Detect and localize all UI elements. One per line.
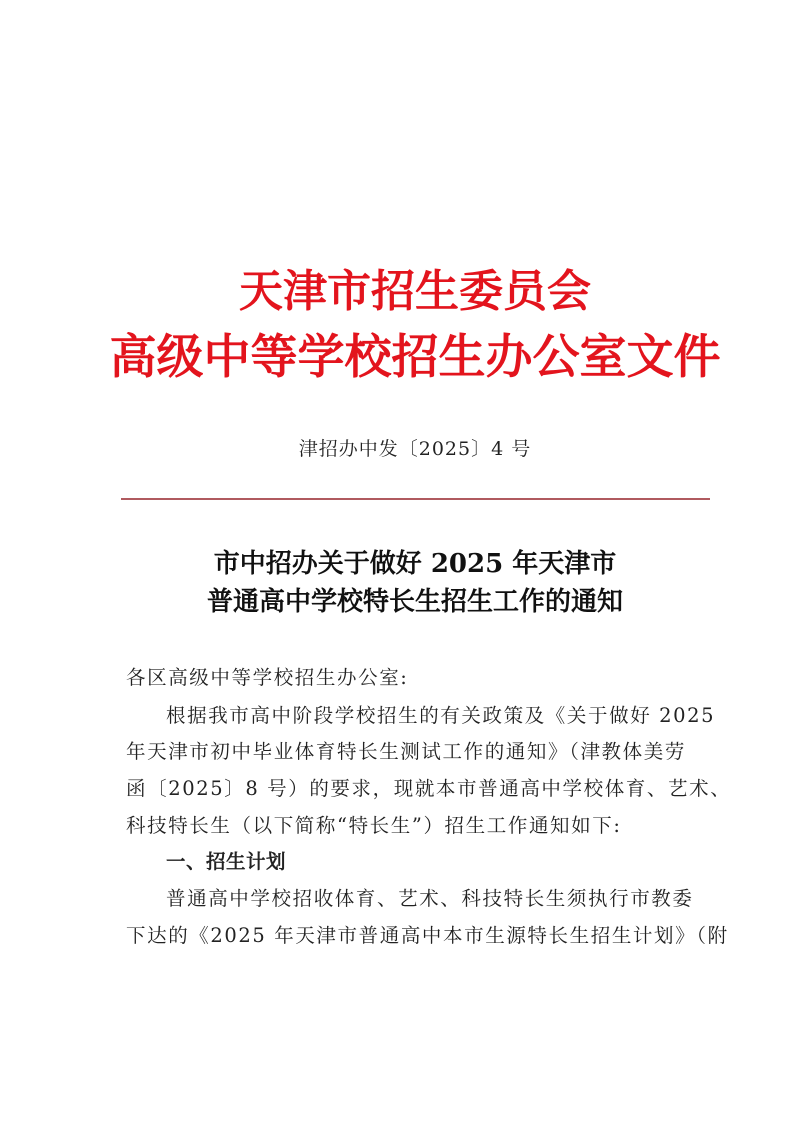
- paragraph-2-line-2: 下达的《2025 年天津市普通高中本市生源特长生招生计划》（附: [126, 924, 729, 947]
- issuer-name-line-2: 高级中等学校招生办公室文件: [109, 330, 721, 385]
- paragraph-1-line-4: 科技特长生（以下简称“特长生”）招生工作通知如下:: [126, 814, 622, 837]
- paragraph-2-line-1: 普通高中学校招收体育、艺术、科技特长生须执行市教委: [166, 887, 694, 910]
- document-title-line-2: 普通高中学校特长生招生工作的通知: [206, 587, 623, 617]
- document-title-line-1: 市中招办关于做好 2025 年天津市: [213, 549, 617, 579]
- issuer-name-line-1: 天津市招生委员会: [239, 266, 591, 317]
- paragraph-1-line-3: 函〔2025〕8 号）的要求，现就本市普通高中学校体育、艺术、: [126, 777, 732, 800]
- paragraph-1-line-2: 年天津市初中毕业体育特长生测试工作的通知》（津教体美劳: [126, 740, 686, 763]
- salutation: 各区高级中等学校招生办公室:: [126, 666, 409, 689]
- header-divider: [121, 498, 710, 500]
- paragraph-1-line-1: 根据我市高中阶段学校招生的有关政策及《关于做好 2025: [166, 704, 716, 727]
- document-number: 津招办中发〔2025〕4 号: [298, 438, 532, 460]
- section-heading-enrollment-plan: 一、招生计划: [166, 850, 287, 873]
